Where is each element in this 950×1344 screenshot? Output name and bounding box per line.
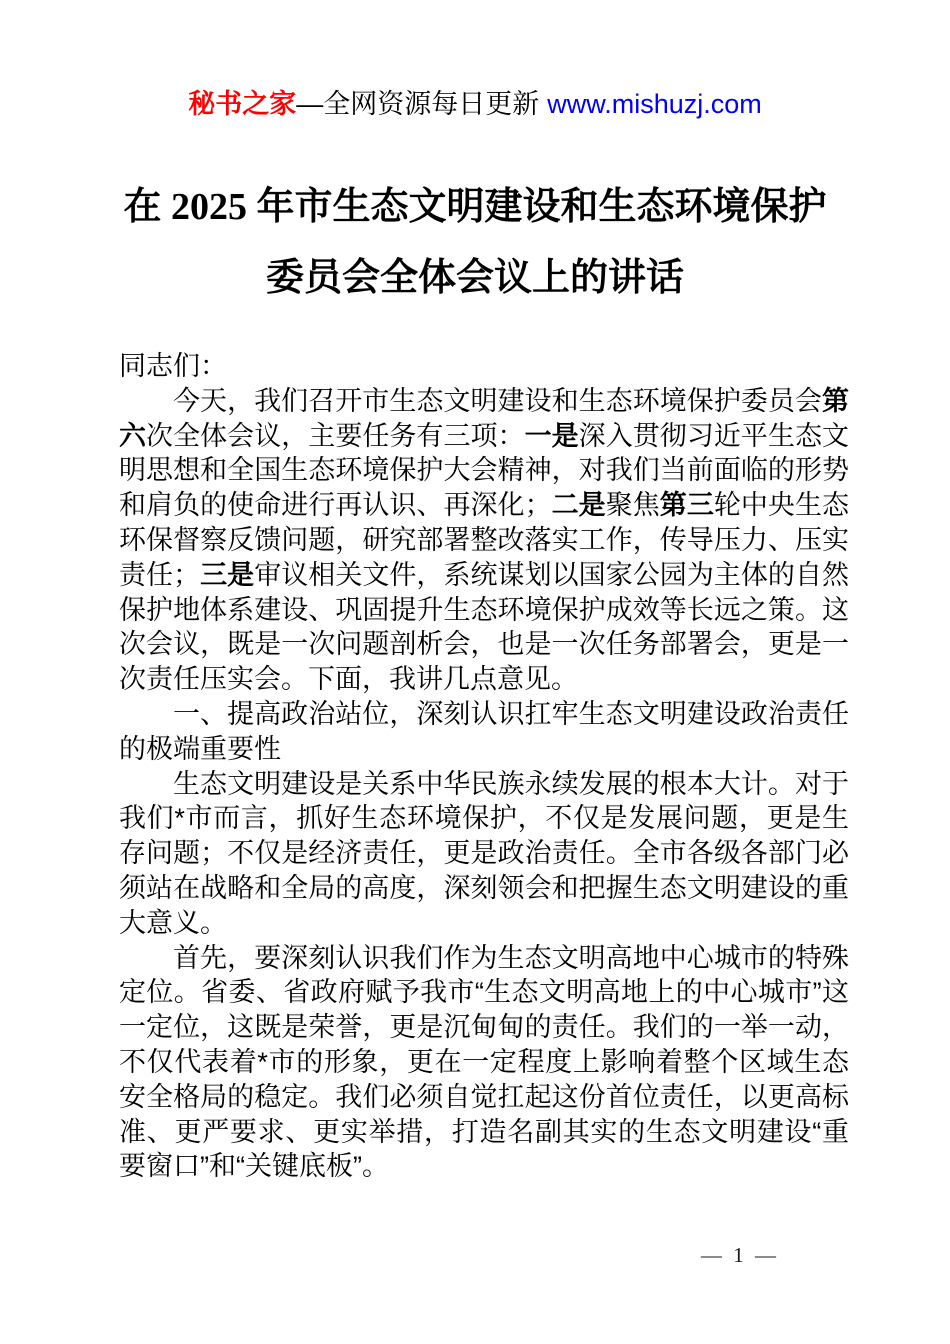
document-title: [0, 172, 950, 314]
text-segment-bold: 三是: [200, 559, 255, 590]
site-header: [0, 88, 950, 120]
text-segment-bold: 二是: [551, 490, 606, 521]
document-title-line-2: 委员会全体会议上的讲话: [265, 257, 684, 299]
text-segment: 一、提高政治站位，深刻认识扛牢生态文明建设政治责任的极端重要性: [119, 698, 849, 764]
text-segment-bold: 第六: [119, 385, 849, 451]
document-title-line-1: 在 2025 年市生态文明建设和生态环境保护: [123, 186, 827, 228]
document-body: [119, 349, 849, 1184]
page-number: — 1 —: [701, 1243, 779, 1267]
paragraph: [119, 941, 849, 1185]
text-segment: 次全体会议，主要任务有三项：: [146, 420, 525, 451]
text-segment-bold: 第三: [659, 490, 714, 521]
text-segment: 审议相关文件，系统谋划以国家公园为主体的自然保护地体系建设、巩固提升生态环境保护成效等长远之策。这次会议，既是一次问题剖析会，也是一次任务部署会，更是一次责任压实会。下面，我讲几点意见。: [119, 559, 850, 695]
text-segment: 深入贯彻习近平生态文明思想和全国生态环境保护大会精神，对我们当前面临的形势和肩负的使命进行再认识、再深化；: [119, 420, 850, 521]
text-segment: 轮中央生态环保督察反馈问题，研究部署整改落实工作，传导压力、压实责任；: [119, 490, 850, 590]
paragraph: [119, 349, 849, 384]
text-segment: 首先，要深刻认识我们作为生态文明高地中心城市的特殊定位。省委、省政府赋予我市“生态文明高地上的中心城市”这一定位，这既是荣誉，更是沉甸甸的责任。我们的一举一动，不仅代表着*市的形象，更在一定程度上影响着整个区域生态安全格局的稳定。我们必须自觉扛起这份首位责任，以更高标准、更严要求、更实举措，打造名副其实的生态文明建设“重要窗口”和“关键底板”。: [119, 942, 849, 1182]
brand-name: 秘书之家: [188, 89, 297, 119]
header-tagline: —全网资源每日更新: [296, 89, 540, 119]
section-heading: [119, 697, 849, 767]
paragraph: [119, 767, 849, 941]
text-segment: 聚焦: [605, 490, 660, 521]
text-segment-bold: 一是: [524, 420, 579, 451]
text-segment: 同志们：: [119, 351, 227, 381]
text-segment: 生态文明建设是关系中华民族永续发展的根本大计。对于我们*市而言，抓好生态环境保护，不仅是发展问题，更是生存问题；不仅是经济责任，更是政治责任。全市各级各部门必须站在战略和全局的高度，深刻领会和把握生态文明建设的重大意义。: [119, 768, 849, 938]
paragraph: [119, 384, 849, 697]
text-segment: 今天，我们召开市生态文明建设和生态环境保护委员会: [173, 385, 822, 416]
site-url-link[interactable]: www.mishuzj.com: [547, 89, 762, 119]
